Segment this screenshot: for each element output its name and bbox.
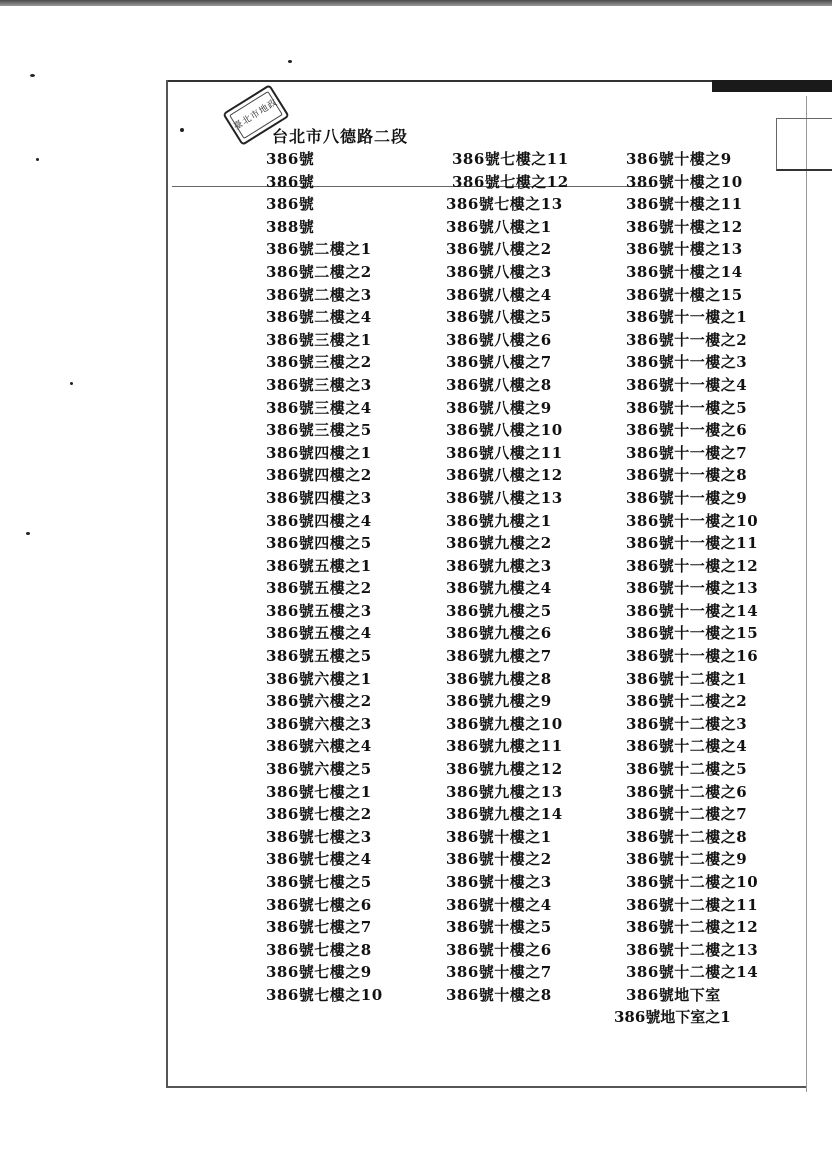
address-entry: 386號二樓之3 <box>266 285 372 304</box>
address-entry: 386號十一樓之12 <box>626 556 759 575</box>
address-entry: 386號七樓之4 <box>266 850 372 869</box>
address-entry: 386號九樓之13 <box>446 782 563 801</box>
address-entry: 386號十樓之13 <box>626 240 743 259</box>
page-edge-left <box>166 80 168 1086</box>
address-entry: 386號九樓之5 <box>446 601 552 620</box>
address-entry: 386號十二樓之1 <box>626 669 748 688</box>
address-entry: 386號七樓之10 <box>266 985 383 1004</box>
address-entry: 386號十二樓之9 <box>626 850 748 869</box>
address-entry: 386號二樓之1 <box>266 240 372 259</box>
address-entry: 386號四樓之4 <box>266 511 372 530</box>
address-entry: 386號十樓之1 <box>446 827 552 846</box>
address-entry: 386號四樓之5 <box>266 534 372 553</box>
scan-top-band <box>0 0 832 6</box>
address-entry: 386號十一樓之8 <box>626 466 748 485</box>
address-entry: 386號八樓之4 <box>446 285 552 304</box>
address-entry: 386號八樓之5 <box>446 308 552 327</box>
address-entry: 386號十二樓之7 <box>626 805 748 824</box>
address-entry: 386號八樓之1 <box>446 217 552 236</box>
document-heading: 台北市八德路二段 <box>272 127 409 146</box>
address-entry: 386號十二樓之14 <box>626 963 759 982</box>
address-entry: 386號五樓之3 <box>266 601 372 620</box>
address-entry: 386號三樓之3 <box>266 375 372 394</box>
scan-speck <box>36 158 39 161</box>
address-entry: 386號九樓之7 <box>446 647 552 666</box>
address-entry: 386號六樓之4 <box>266 737 372 756</box>
address-entry: 386號地下室 <box>626 985 721 1004</box>
address-entry: 386號七樓之5 <box>266 873 372 891</box>
address-entry: 386號十二樓之13 <box>626 940 759 959</box>
address-entry: 386號十二樓之6 <box>626 782 748 801</box>
address-entry: 386號九樓之14 <box>446 805 563 824</box>
address-entry: 386號八樓之8 <box>446 375 552 394</box>
address-entry: 386號十樓之5 <box>446 918 552 937</box>
address-entry: 386號十樓之14 <box>626 262 743 281</box>
address-entry: 386號十一樓之13 <box>626 579 759 598</box>
address-entry: 386號十二樓之10 <box>626 873 759 891</box>
address-entry: 386號七樓之1 <box>266 782 372 801</box>
address-entry: 386號十樓之15 <box>626 285 743 304</box>
address-entry: 386號十樓之2 <box>446 850 552 869</box>
address-entry: 386號八樓之2 <box>446 240 552 259</box>
address-entry: 386號九樓之2 <box>446 534 552 553</box>
address-entry: 386號十一樓之14 <box>626 601 759 620</box>
address-entry: 386號六樓之3 <box>266 714 372 733</box>
address-entry: 386號十二樓之8 <box>626 827 748 846</box>
address-entry: 386號 <box>266 150 315 168</box>
address-entry: 386號十樓之9 <box>626 150 732 168</box>
address-entry: 386號八樓之7 <box>446 353 552 372</box>
address-entry: 386號九樓之12 <box>446 760 563 779</box>
scan-speck <box>30 74 35 77</box>
rule-line <box>172 186 652 187</box>
address-entry: 386號七樓之6 <box>266 895 372 914</box>
address-entry: 386號十一樓之1 <box>626 308 748 327</box>
address-entry: 386號三樓之5 <box>266 421 372 440</box>
address-entry: 386號三樓之1 <box>266 330 372 349</box>
page-edge-right <box>806 96 807 1092</box>
address-entry: 386號六樓之5 <box>266 760 372 779</box>
address-entry: 386號十一樓之7 <box>626 443 748 462</box>
address-entry: 386號十樓之7 <box>446 963 552 982</box>
scan-speck <box>26 532 30 535</box>
address-entry: 386號十二樓之12 <box>626 918 759 937</box>
address-entry: 386號九樓之8 <box>446 669 552 688</box>
address-entry: 386號四樓之2 <box>266 466 372 485</box>
address-entry: 386號 <box>266 172 315 191</box>
address-entry: 386號十一樓之10 <box>626 511 759 530</box>
page-edge-bottom <box>166 1086 806 1088</box>
address-entry: 386號十一樓之11 <box>626 534 759 553</box>
address-entry: 386號七樓之7 <box>266 918 372 937</box>
address-entry: 386號七樓之8 <box>266 940 372 959</box>
address-column-3 <box>626 148 758 1007</box>
scan-speck <box>180 128 184 132</box>
address-entry: 386號十樓之11 <box>626 195 743 214</box>
address-entry: 386號十樓之4 <box>446 895 552 914</box>
address-entry: 386號五樓之4 <box>266 624 372 643</box>
address-entry: 386號九樓之3 <box>446 556 552 575</box>
address-entry: 386號八樓之13 <box>446 488 563 507</box>
address-entry: 386號七樓之13 <box>446 195 563 214</box>
address-entry: 386號九樓之11 <box>446 737 563 756</box>
address-entry: 386號三樓之4 <box>266 398 372 417</box>
address-entry: 386號十二樓之11 <box>626 895 759 914</box>
address-entry: 386號七樓之11 <box>452 150 569 168</box>
address-entry: 386號十二樓之3 <box>626 714 748 733</box>
address-entry-extra: 386號地下室之1 <box>614 1008 731 1026</box>
address-entry: 386號十一樓之15 <box>626 624 759 643</box>
address-entry: 386號二樓之4 <box>266 308 372 327</box>
address-entry: 386號七樓之3 <box>266 827 372 846</box>
address-entry: 386號七樓之9 <box>266 963 372 982</box>
address-entry: 386號五樓之2 <box>266 579 372 598</box>
address-entry: 386號五樓之5 <box>266 647 372 666</box>
address-entry: 386號三樓之2 <box>266 353 372 372</box>
address-entry: 386號十一樓之2 <box>626 330 748 349</box>
address-entry: 386號八樓之6 <box>446 330 552 349</box>
address-column-1 <box>266 148 383 1007</box>
address-entry: 386號九樓之1 <box>446 511 552 530</box>
address-entry: 386號 <box>266 195 315 214</box>
address-entry: 386號二樓之2 <box>266 262 372 281</box>
scan-speck <box>288 60 292 63</box>
address-entry: 386號十二樓之5 <box>626 760 748 779</box>
address-entry: 386號十一樓之6 <box>626 421 748 440</box>
address-entry: 386號十二樓之4 <box>626 737 748 756</box>
address-entry: 386號八樓之9 <box>446 398 552 417</box>
scan-speck <box>70 382 73 385</box>
address-entry: 386號七樓之2 <box>266 805 372 824</box>
address-entry: 386號七樓之12 <box>452 172 569 191</box>
address-entry: 388號 <box>266 217 315 236</box>
address-entry: 386號十樓之10 <box>626 172 743 191</box>
address-entry: 386號四樓之3 <box>266 488 372 507</box>
address-entry: 386號十樓之3 <box>446 873 552 891</box>
address-entry: 386號六樓之2 <box>266 692 372 711</box>
address-column-2 <box>446 148 569 1007</box>
address-entry: 386號十二樓之2 <box>626 692 748 711</box>
page-corner-tab <box>776 118 832 171</box>
address-entry: 386號八樓之10 <box>446 421 563 440</box>
address-entry: 386號十樓之8 <box>446 985 552 1004</box>
address-entry: 386號九樓之6 <box>446 624 552 643</box>
address-entry: 386號八樓之12 <box>446 466 563 485</box>
address-entry: 386號五樓之1 <box>266 556 372 575</box>
address-entry: 386號六樓之1 <box>266 669 372 688</box>
address-entry: 386號四樓之1 <box>266 443 372 462</box>
address-entry: 386號八樓之11 <box>446 443 563 462</box>
address-entry: 386號十一樓之3 <box>626 353 748 372</box>
address-entry: 386號九樓之9 <box>446 692 552 711</box>
address-entry: 386號十一樓之16 <box>626 647 759 666</box>
address-entry: 386號十樓之12 <box>626 217 743 236</box>
address-entry: 386號十一樓之5 <box>626 398 748 417</box>
address-entry: 386號九樓之10 <box>446 714 563 733</box>
address-entry: 386號十一樓之9 <box>626 488 748 507</box>
seal-stamp: 臺北市地政 <box>222 84 290 146</box>
address-entry: 386號十一樓之4 <box>626 375 748 394</box>
address-entry: 386號八樓之3 <box>446 262 552 281</box>
address-entry: 386號十樓之6 <box>446 940 552 959</box>
address-entry: 386號九樓之4 <box>446 579 552 598</box>
